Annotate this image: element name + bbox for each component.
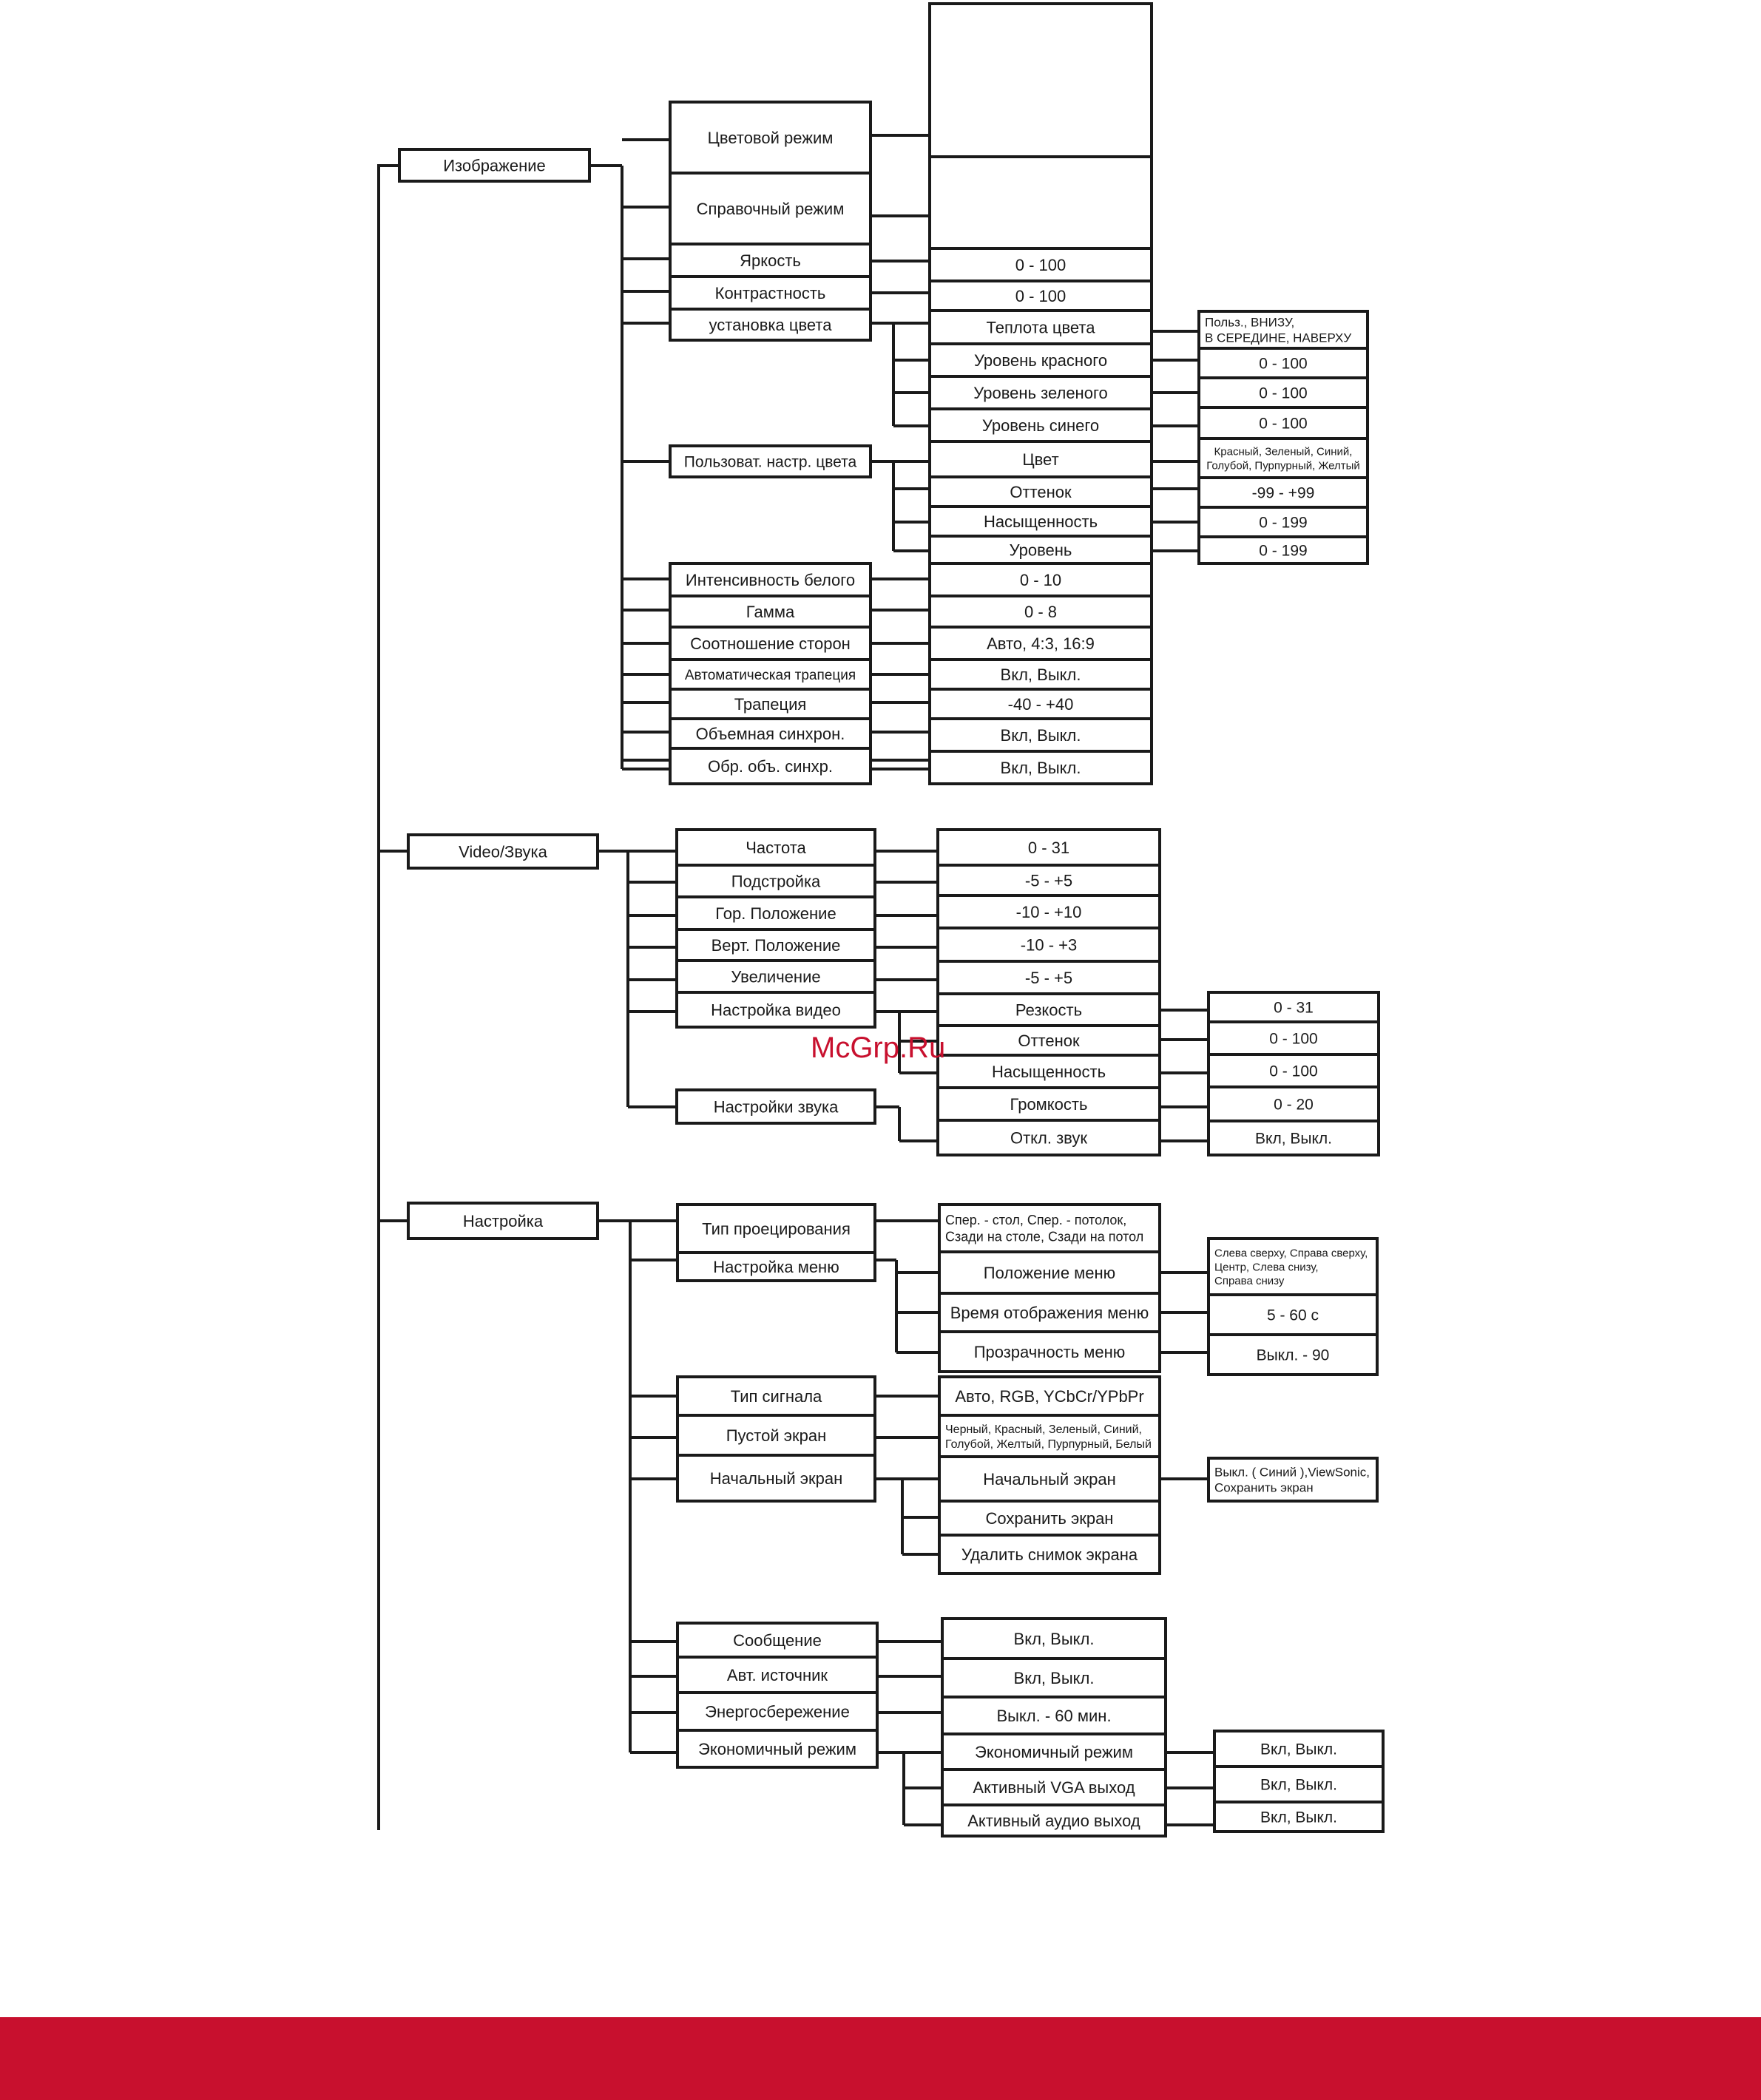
vga-out-range-label: Вкл, Выкл. (1260, 1776, 1337, 1794)
mute-label: Откл. звук (1010, 1128, 1088, 1148)
keystone-range-label: -40 - +40 (1007, 694, 1074, 714)
delete-screen-label: Удалить снимок экрана (961, 1545, 1138, 1564)
zoom-range-label: -5 - +5 (1024, 968, 1073, 987)
contrast-range-label: 0 - 100 (1015, 286, 1067, 305)
user-color-label: Пользоват. настр. цвета (683, 453, 857, 471)
blank-screen-label: Пустой экран (726, 1426, 827, 1445)
aspect-range-label: Авто, 4:3, 16:9 (987, 634, 1095, 653)
vga-out-label: Активный VGA выход (973, 1778, 1135, 1797)
menu-position-values-line-2: Центр, Слева снизу, (1214, 1261, 1319, 1274)
warmth-values-line-2: В СЕРЕДИНЕ, НАВЕРХУ (1205, 331, 1352, 345)
eco-sub-label: Экономичный режим (975, 1742, 1133, 1761)
start-screen-sub-label: Начальный экран (983, 1469, 1116, 1488)
aspect-label: Соотношение сторон (690, 634, 851, 653)
frequency-range-label: 0 - 31 (1027, 838, 1070, 857)
video-settings-label: Настройка видео (711, 1000, 841, 1020)
auto-source-label: Авт. источник (726, 1665, 828, 1684)
image-menu-label: Изображение (443, 156, 546, 175)
color-mode-values-box (930, 4, 1152, 157)
power-saving-range-label: Выкл. - 60 мин. (996, 1706, 1112, 1725)
setup-menu-label: Настройка (462, 1211, 544, 1230)
gamma-label: Гамма (746, 602, 795, 621)
red-level-label: Уровень красного (973, 350, 1108, 370)
user-color-saturation-label: Насыщенность (983, 512, 1098, 531)
eco-mode-label: Экономичный режим (698, 1739, 856, 1758)
volume-range-label: 0 - 20 (1274, 1096, 1314, 1114)
mute-range-label: Вкл, Выкл. (1255, 1130, 1332, 1148)
reference-mode-values-box (930, 157, 1152, 248)
message-label: Сообщение (733, 1630, 822, 1650)
footer-bar (0, 2017, 1761, 2100)
keystone-label: Трапеция (734, 694, 807, 714)
user-color-values-line-2: Голубой, Пурпурный, Желтый (1206, 459, 1360, 472)
message-range-label: Вкл, Выкл. (1013, 1629, 1095, 1648)
video-saturation-range-label: 0 - 100 (1269, 1063, 1318, 1080)
user-color-color-label: Цвет (1022, 450, 1059, 469)
user-color-tint-label: Оттенок (1010, 482, 1072, 501)
video-tint-label: Оттенок (1018, 1031, 1080, 1050)
white-intensity-label: Интенсивность белого (685, 570, 856, 589)
blue-level-label: Уровень синего (981, 416, 1100, 435)
power-saving-label: Энергосбережение (705, 1702, 850, 1721)
brightness-range-label: 0 - 100 (1015, 255, 1067, 274)
projection-label: Тип проецирования (702, 1219, 851, 1239)
start-screen-values-line-2: Сохранить экран (1214, 1480, 1314, 1495)
frequency-label: Частота (746, 838, 806, 857)
signal-type-range-label: Авто, RGB, YCbCr/YPbPr (955, 1386, 1144, 1406)
audio-out-label: Активный аудио выход (967, 1811, 1140, 1830)
sharpness-label: Резкость (1015, 1000, 1083, 1020)
white-intensity-range-label: 0 - 10 (1019, 570, 1062, 589)
user-color-saturation-range-label: 0 - 199 (1259, 514, 1308, 532)
reverse-sync-label: Обр. объ. синхр. (707, 756, 834, 776)
video-saturation-label: Насыщенность (991, 1062, 1106, 1081)
reference-mode-label: Справочный режим (696, 199, 845, 218)
start-screen-label: Начальный экран (709, 1469, 843, 1488)
user-color-values-line-1: Красный, Зеленый, Синий, (1214, 445, 1353, 458)
auto-keystone-label: Автоматическая трапеция (684, 667, 856, 683)
start-screen-values-line-1: Выкл. ( Синий ),ViewSonic, (1214, 1465, 1370, 1480)
menu-transparency-label: Прозрачность меню (973, 1342, 1126, 1361)
auto-keystone-range-label: Вкл, Выкл. (1000, 665, 1081, 684)
green-level-label: Уровень зеленого (973, 383, 1108, 402)
warmth-label: Теплота цвета (986, 318, 1095, 337)
audio-out-range-label: Вкл, Выкл. (1260, 1809, 1337, 1826)
surround-sync-range-label: Вкл, Выкл. (1000, 725, 1081, 745)
warmth-values-line-1: Польз., ВНИЗУ, (1205, 315, 1295, 330)
contrast-label: Контрастность (714, 283, 826, 302)
zoom-label: Увеличение (731, 967, 821, 986)
auto-source-range-label: Вкл, Выкл. (1013, 1668, 1095, 1687)
v-position-range-label: -10 - +3 (1020, 935, 1078, 955)
projection-values-line-2: Сзади на столе, Сзади на потол (945, 1229, 1144, 1244)
user-color-tint-range-label: -99 - +99 (1251, 484, 1315, 502)
green-range-label: 0 - 100 (1259, 385, 1308, 402)
watermark: McGrp.Ru (811, 1032, 946, 1064)
user-color-level-range-label: 0 - 199 (1259, 542, 1308, 560)
menu-position-values-line-1: Слева сверху, Справа сверху, (1214, 1247, 1368, 1260)
projection-values-line-1: Спер. - стол, Спер. - потолок, (945, 1213, 1127, 1228)
gamma-range-label: 0 - 8 (1024, 602, 1058, 621)
blank-screen-values-line-1: Черный, Красный, Зеленый, Синий, (945, 1423, 1142, 1436)
tracking-range-label: -5 - +5 (1024, 871, 1073, 890)
color-setting-label: установка цвета (709, 315, 832, 334)
sharpness-range-label: 0 - 31 (1274, 999, 1314, 1017)
signal-type-label: Тип сигнала (730, 1386, 822, 1406)
save-screen-label: Сохранить экран (985, 1508, 1114, 1528)
blank-screen-values-line-2: Голубой, Желтый, Пурпурный, Белый (945, 1437, 1152, 1451)
h-position-range-label: -10 - +10 (1015, 902, 1082, 921)
video-menu-label: Video/Звука (459, 842, 547, 861)
video-tint-range-label: 0 - 100 (1269, 1030, 1318, 1048)
menu-display-time-label: Время отображения меню (950, 1303, 1149, 1322)
menu-position-values-line-3: Справа снизу (1214, 1275, 1285, 1288)
tracking-label: Подстройка (731, 872, 821, 891)
h-position-label: Гор. Положение (715, 904, 836, 923)
menu-position-label: Положение меню (983, 1263, 1116, 1282)
reverse-sync-range-label: Вкл, Выкл. (1000, 758, 1081, 777)
v-position-label: Верт. Положение (711, 935, 841, 955)
display-time-range-label: 5 - 60 с (1266, 1307, 1319, 1324)
volume-label: Громкость (1010, 1094, 1088, 1114)
brightness-label: Яркость (740, 251, 801, 270)
projection-values-box (939, 1205, 1160, 1252)
color-mode-label: Цветовой режим (707, 128, 834, 147)
audio-settings-label: Настройки звука (713, 1097, 839, 1117)
transparency-range-label: Выкл. - 90 (1256, 1347, 1330, 1364)
eco-range-label: Вкл, Выкл. (1260, 1741, 1337, 1758)
surround-sync-label: Объемная синхрон. (695, 724, 845, 743)
blue-range-label: 0 - 100 (1259, 415, 1308, 433)
menu-settings-label: Настройка меню (713, 1257, 839, 1276)
red-range-label: 0 - 100 (1259, 355, 1308, 373)
user-color-level-label: Уровень (1009, 541, 1072, 560)
